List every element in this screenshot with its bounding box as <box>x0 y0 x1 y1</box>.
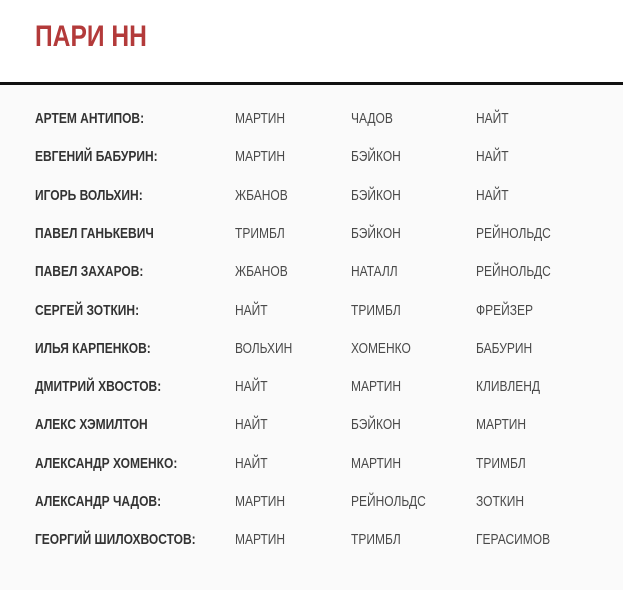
pick-3: БАБУРИН <box>476 339 533 357</box>
row-name: ИГОРЬ ВОЛЬХИН: <box>35 186 143 204</box>
pick-1: НАЙТ <box>235 301 268 319</box>
pick-1: МАРТИН <box>235 531 286 549</box>
pick-3: НАЙТ <box>476 110 509 127</box>
row-name: АЛЕКСАНДР ЧАДОВ: <box>35 493 162 510</box>
header <box>0 0 623 84</box>
table-row <box>0 145 623 169</box>
pick-1: ВОЛЬХИН <box>235 339 293 357</box>
pick-3: ГЕРАСИМОВ <box>476 531 551 549</box>
pick-1: НАЙТ <box>235 454 268 472</box>
pick-1: ТРИМБЛ <box>235 224 285 242</box>
pick-2: ТРИМБЛ <box>351 531 401 549</box>
pick-2: БЭЙКОН <box>351 186 401 204</box>
table-row <box>0 222 623 246</box>
pick-3: МАРТИН <box>476 416 527 434</box>
table-row <box>0 299 623 323</box>
table-row <box>0 337 623 361</box>
table-row <box>0 375 623 399</box>
row-name: СЕРГЕЙ ЗОТКИН: <box>35 301 140 319</box>
pick-1: МАРТИН <box>235 110 286 127</box>
pick-3: НАЙТ <box>476 148 509 166</box>
pick-2: БЭЙКОН <box>351 416 401 434</box>
pick-2: БЭЙКОН <box>351 148 401 166</box>
pick-2: БЭЙКОН <box>351 224 401 242</box>
row-name: ИЛЬЯ КАРПЕНКОВ: <box>35 339 151 357</box>
pick-3: РЕЙНОЛЬДС <box>476 263 551 281</box>
pick-1: МАРТИН <box>235 148 286 166</box>
row-name: АЛЕКСАНДР ХОМЕНКО: <box>35 454 178 472</box>
row-name: АЛЕКС ХЭМИЛТОН <box>35 416 148 434</box>
row-name: ЕВГЕНИЙ БАБУРИН: <box>35 148 158 166</box>
pick-2: РЕЙНОЛЬДС <box>351 493 426 510</box>
pick-2: ЧАДОВ <box>351 110 393 127</box>
pick-2: ТРИМБЛ <box>351 301 401 319</box>
pick-2: МАРТИН <box>351 378 402 396</box>
pick-3: ЗОТКИН <box>476 493 525 510</box>
pick-2: МАРТИН <box>351 454 402 472</box>
pick-3: НАЙТ <box>476 186 509 204</box>
table-row <box>0 260 623 284</box>
pick-2: ХОМЕНКО <box>351 339 411 357</box>
pick-1: МАРТИН <box>235 493 286 510</box>
table-row <box>0 452 623 476</box>
pick-3: ТРИМБЛ <box>476 454 526 472</box>
pick-3: РЕЙНОЛЬДС <box>476 224 551 242</box>
table-row <box>0 184 623 208</box>
row-name: АРТЕМ АНТИПОВ: <box>35 110 145 127</box>
pick-1: ЖБАНОВ <box>235 186 288 204</box>
table-row <box>0 413 623 437</box>
table-row <box>0 107 623 131</box>
row-name: ГЕОРГИЙ ШИЛОХВОСТОВ: <box>35 531 196 549</box>
row-name: ПАВЕЛ ЗАХАРОВ: <box>35 263 144 281</box>
table-row <box>0 490 623 514</box>
pick-1: НАЙТ <box>235 416 268 434</box>
pick-2: НАТАЛЛ <box>351 263 398 281</box>
pick-1: НАЙТ <box>235 378 268 396</box>
pick-1: ЖБАНОВ <box>235 263 288 281</box>
table-row <box>0 528 623 552</box>
page-title: ПАРИ НН <box>35 20 147 53</box>
row-name: ПАВЕЛ ГАНЬКЕВИЧ <box>35 224 154 242</box>
row-name: ДМИТРИЙ ХВОСТОВ: <box>35 378 162 396</box>
picks-table <box>0 85 623 590</box>
pick-3: ФРЕЙЗЕР <box>476 301 534 319</box>
pick-3: КЛИВЛЕНД <box>476 378 541 396</box>
